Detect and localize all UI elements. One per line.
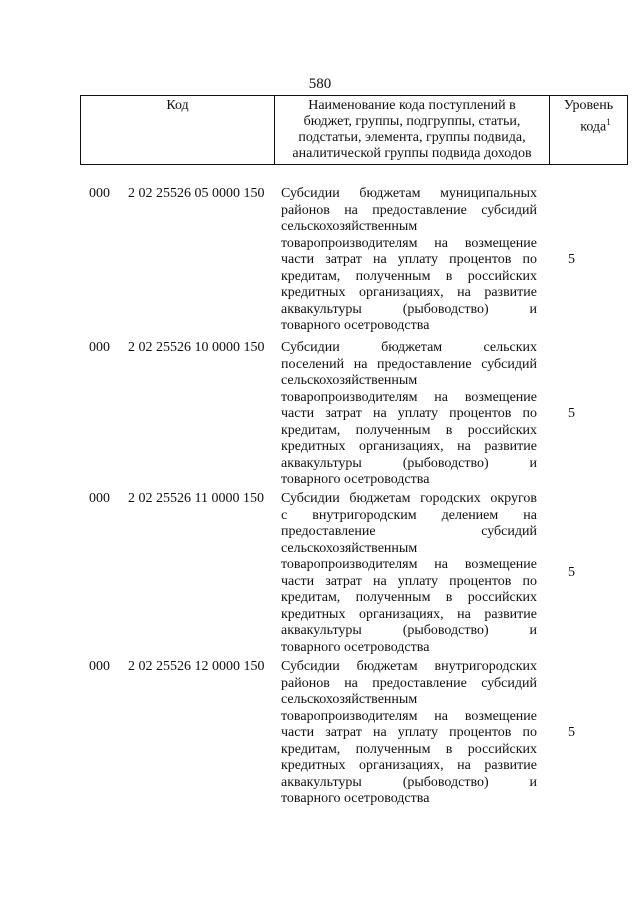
row-level: 5 (568, 565, 575, 580)
row-code: 2 02 25526 11 0000 150 (128, 491, 264, 506)
row-level: 5 (568, 252, 575, 267)
row-level: 5 (568, 406, 575, 421)
row-code: 2 02 25526 05 0000 150 (128, 186, 265, 201)
row-prefix: 000 (89, 659, 110, 674)
row-prefix: 000 (89, 491, 110, 506)
row-level: 5 (568, 725, 575, 740)
row-description: Субсидии бюджетам сельских поселений на предоставление субсидий сельскохозяйственным товаропроизводителям на возмещение части затрат на уплату процентов по кредитам, полученным в российских кредитных организациях, на развитие аквакультуры (рыбоводство) и товарного осетроводства (281, 340, 537, 487)
row-description: Субсидии бюджетам внутригородских районов на предоставление субсидий сельскохозяйственным товаропроизводителям на возмещение части затрат на уплату процентов по кредитам, полученным в российских кредитных организациях, на развитие аквакультуры (рыбоводство) и товарного осетроводства (281, 659, 537, 806)
header-level: Уровень кода$^1$ (550, 96, 628, 165)
table-header (80, 95, 628, 165)
header-name: Наименование кода поступлений в бюджет, группы, подгруппы, статьи, подстатьи, элемента, группы подвида, аналитической группы подвида доходов (275, 96, 550, 165)
row-description: Субсидии бюджетам городских округов с внутригородским делением на предоставление субсидий сельскохозяйственным товаропроизводителям на возмещение части затрат на уплату процентов по кредитам, полученным в российских кредитных организациях, на развитие аквакультуры (рыбоводство) и товарного осетроводства (281, 491, 537, 655)
header-code: Код (81, 96, 275, 165)
row-prefix: 000 (89, 340, 110, 355)
row-code: 2 02 25526 10 0000 150 (128, 340, 265, 355)
row-description: Субсидии бюджетам муниципальных районов на предоставление субсидий сельскохозяйственным товаропроизводителям на возмещение части затрат на уплату процентов по кредитам, полученным в российских кредитных организациях, на развитие аквакультуры (рыбоводство) и товарного осетроводства (281, 186, 537, 333)
row-prefix: 000 (89, 186, 110, 201)
page-number: 580 (308, 76, 332, 92)
row-code: 2 02 25526 12 0000 150 (128, 659, 265, 674)
